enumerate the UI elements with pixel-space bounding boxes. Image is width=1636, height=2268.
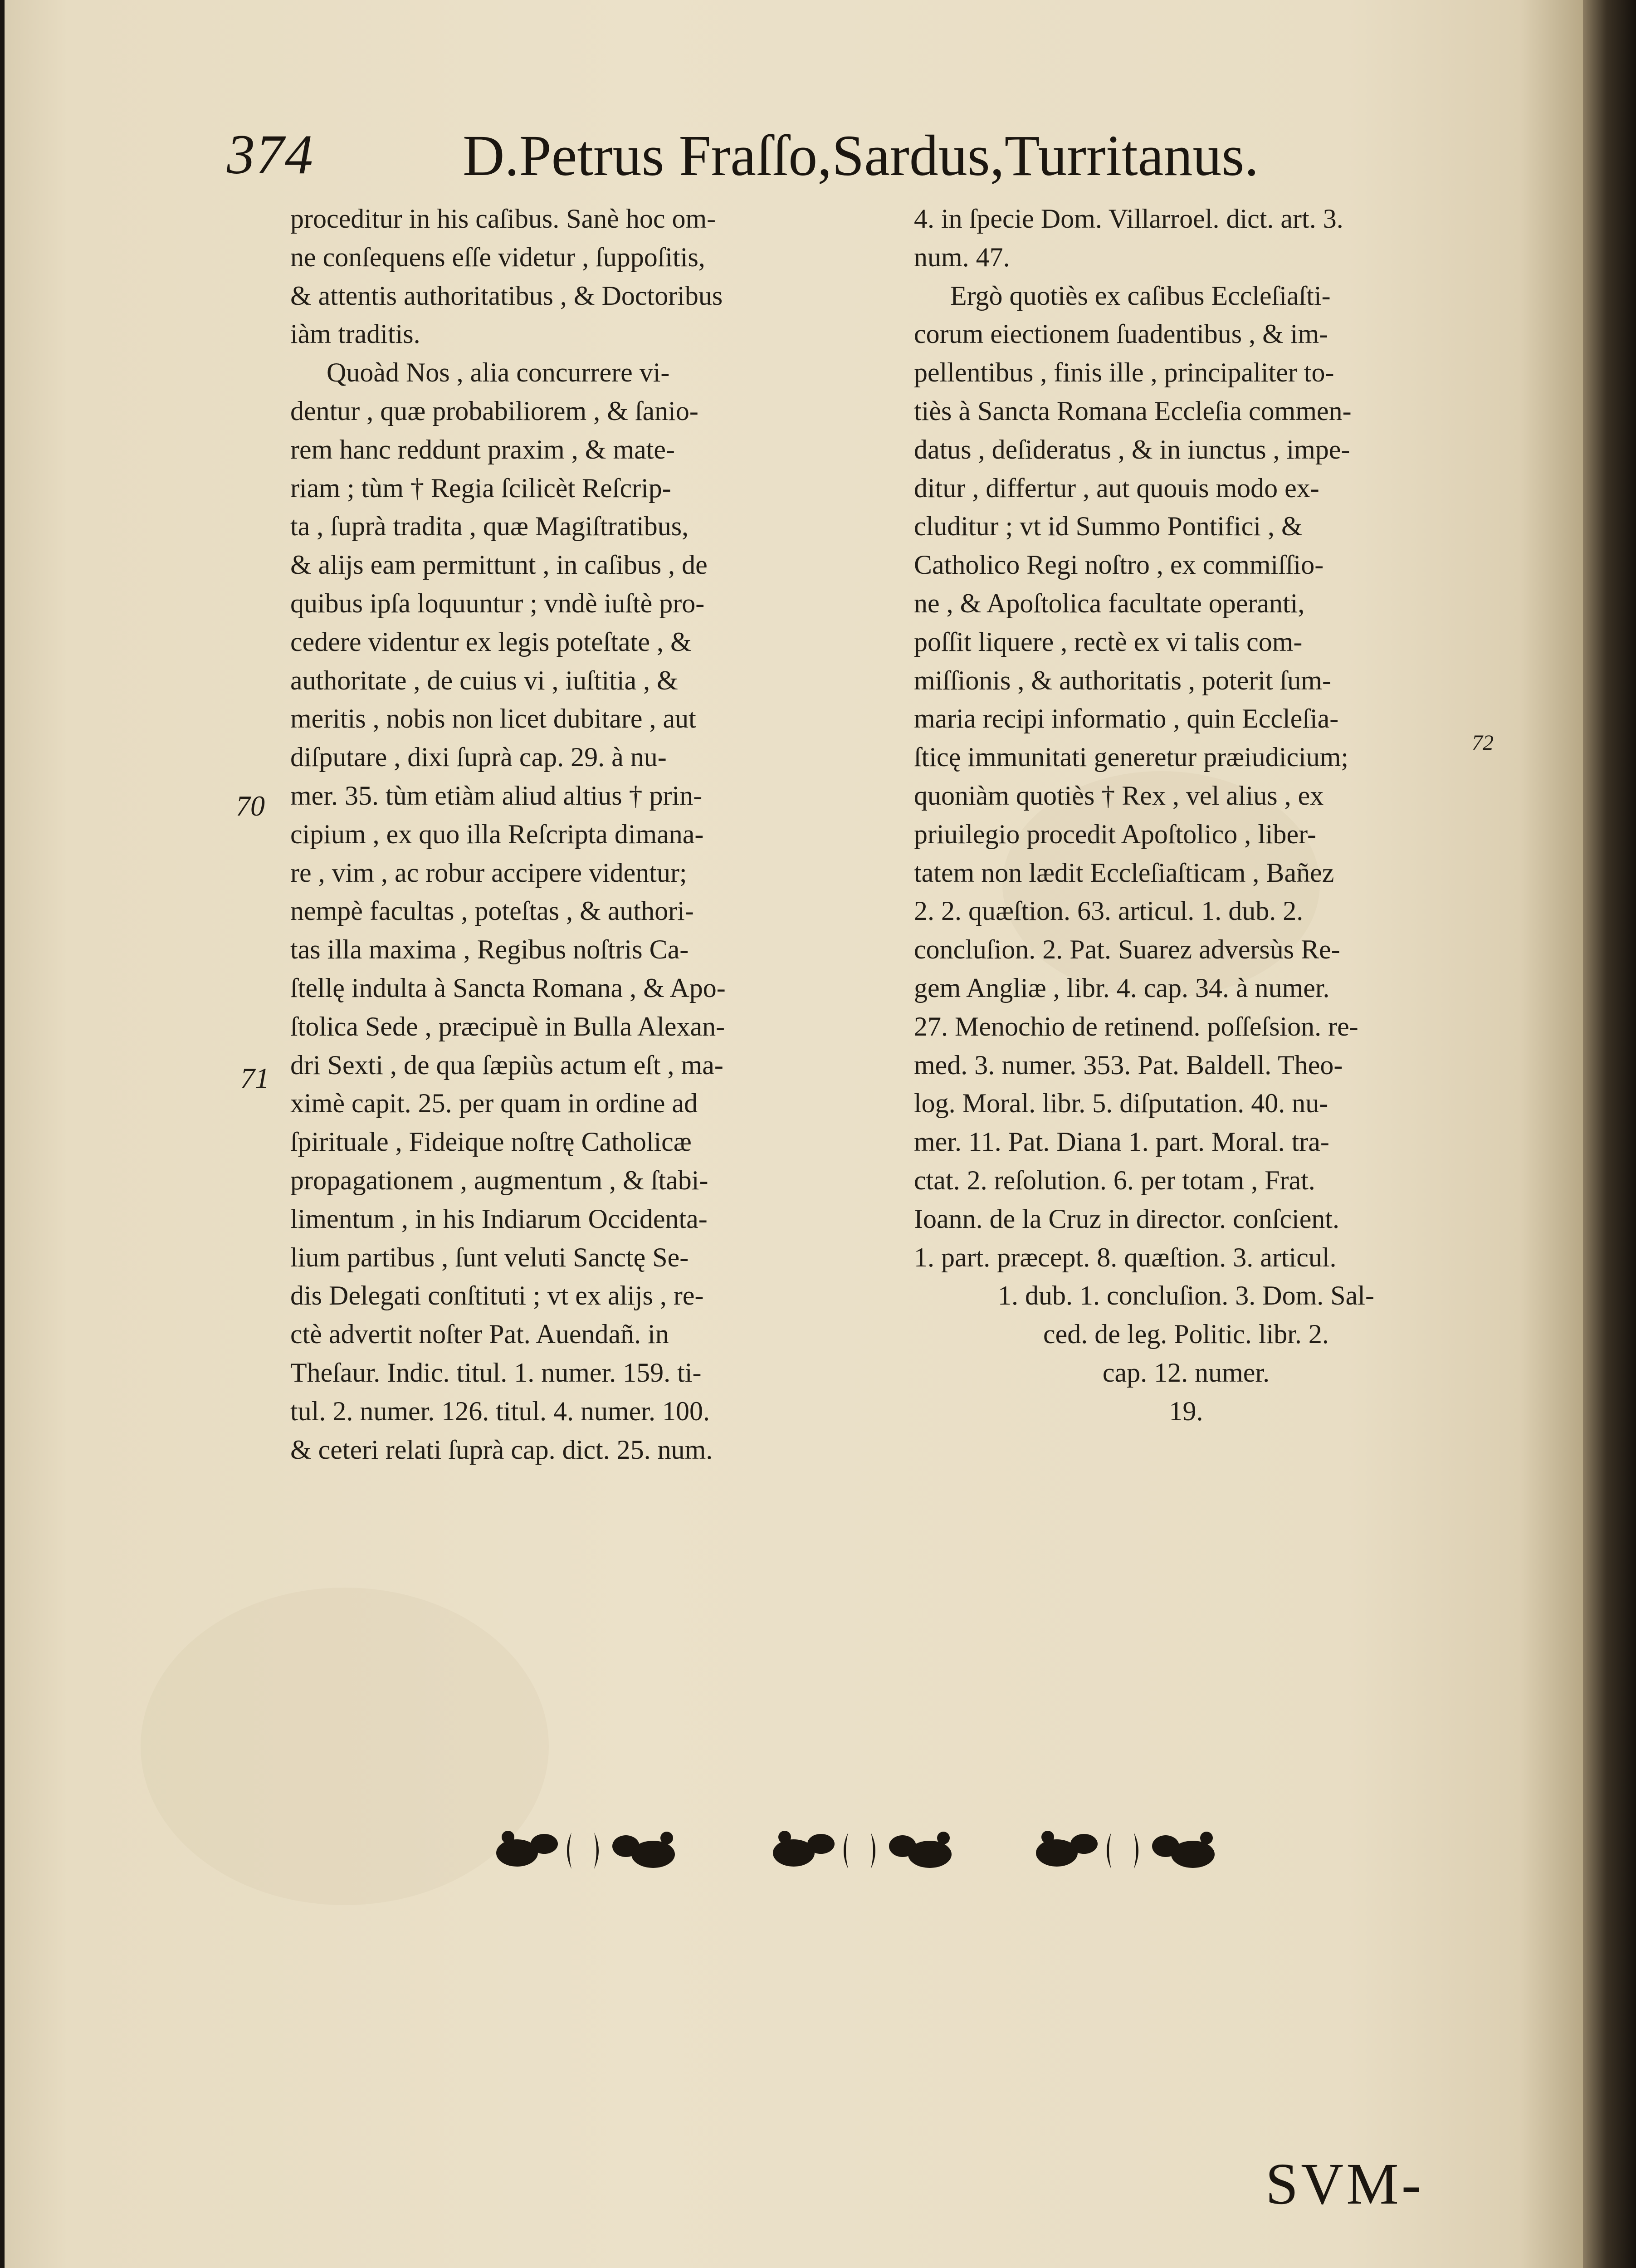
page-number: 374 [227, 123, 314, 186]
text-line: riam ; tùm † Regia ſcilicèt Reſcrip- [290, 473, 671, 503]
marginal-number: 70 [236, 790, 265, 822]
page-header [227, 122, 1270, 191]
text-line: poſſit liquere , rectè ex vi talis com- [914, 626, 1303, 657]
text-line: re , vim , ac robur accipere videntur; [290, 857, 687, 888]
text-line: Theſaur. Indic. titul. 1. numer. 159. ti- [290, 1357, 702, 1388]
text-line: Quoàd Nos , alia concurrere vi- [327, 357, 670, 388]
text-line: 2. 2. quæſtion. 63. articul. 1. dub. 2. [914, 896, 1304, 926]
text-line: ctè advertit noſter Pat. Auendañ. in [290, 1319, 669, 1349]
text-line: gem Angliæ , libr. 4. cap. 34. à numer. [914, 973, 1330, 1003]
text-line: 1. part. præcept. 8. quæſtion. 3. articul. [914, 1242, 1337, 1272]
text-line: med. 3. numer. 353. Pat. Baldell. Theo- [914, 1050, 1343, 1080]
text-line: propagationem , augmentum , & ſtabi- [290, 1165, 708, 1195]
text-line: Catholico Regi noſtro , ex commiſſio- [914, 550, 1324, 580]
text-line: rem hanc reddunt praxim , & mate- [290, 434, 675, 464]
text-line: ced. de leg. Politic. libr. 2. [1043, 1319, 1329, 1349]
fleuron-ornament-icon [1030, 1819, 1229, 1882]
text-line: & ceteri relati ſuprà cap. dict. 25. num. [290, 1434, 713, 1465]
text-line: Ergò quotiès ex caſibus Eccleſiaſti- [950, 280, 1331, 311]
paper-stain [141, 1588, 549, 1905]
running-title: D.Petrus Fraſſo,Sardus,Turritanus. [463, 123, 1259, 188]
text-line: lium partibus , ſunt veluti Sanctę Se- [290, 1242, 689, 1272]
text-line: corum eiectionem ſuadentibus , & im- [914, 319, 1328, 349]
text-line: log. Moral. libr. 5. diſputation. 40. nu- [914, 1088, 1328, 1119]
left-text-column [290, 200, 835, 1469]
text-line: cap. 12. numer. [1102, 1357, 1270, 1388]
text-line: ſpirituale , Fideique noſtrę Catholicæ [290, 1127, 692, 1157]
text-line: diſputare , dixi ſuprà cap. 29. à nu- [290, 742, 667, 772]
text-line: ſtellę indulta à Sancta Romana , & Apo- [290, 973, 726, 1003]
text-line: 4. in ſpecie Dom. Villarroel. dict. art. 3. [914, 204, 1343, 234]
text-line: cedere videntur ex legis poteſtate , & [290, 626, 692, 657]
adjacent-page-edge [1583, 0, 1636, 2268]
text-line: authoritate , de cuius vi , iuſtitia , & [290, 665, 678, 695]
text-line: dri Sexti , de qua ſæpiùs actum eſt , ma- [290, 1050, 723, 1080]
text-line: tatem non lædit Eccleſiaſticam , Bañez [914, 857, 1334, 888]
text-line: tiès à Sancta Romana Eccleſia commen- [914, 396, 1352, 426]
text-line: proceditur in his caſibus. Sanè hoc om- [290, 204, 716, 234]
text-line: tas illa maxima , Regibus noſtris Ca- [290, 934, 689, 965]
text-line: miſſionis , & authoritatis , poterit ſum- [914, 665, 1331, 695]
text-line: dentur , quæ probabiliorem , & ſanio- [290, 396, 698, 426]
text-line: ſticę immunitati generetur præiudicium; [914, 742, 1349, 772]
marginal-number: 71 [240, 1062, 269, 1094]
text-line: Ioann. de la Cruz in director. conſcient. [914, 1203, 1339, 1234]
text-line: ne , & Apoſtolica facultate operanti, [914, 588, 1305, 618]
text-line: ta , ſuprà tradita , quæ Magiſtratibus, [290, 511, 689, 542]
text-line: nempè facultas , poteſtas , & authori- [290, 896, 694, 926]
fleuron-ornament-icon [767, 1819, 966, 1882]
text-line: ditur , differtur , aut quouis modo ex- [914, 473, 1319, 503]
catchword: SVM- [1265, 2151, 1424, 2217]
text-line: pellentibus , finis ille , principaliter to- [914, 357, 1334, 388]
text-line: tul. 2. numer. 126. titul. 4. numer. 100. [290, 1396, 710, 1426]
marginal-number: 72 [1472, 731, 1494, 755]
text-line: quoniàm quotiès † Rex , vel alius , ex [914, 780, 1324, 811]
text-line: mer. 35. tùm etiàm aliud altius † prin- [290, 780, 703, 811]
text-line: & alijs eam permittunt , in caſibus , de [290, 550, 708, 580]
text-line: cluditur ; vt id Summo Pontifici , & [914, 511, 1303, 542]
text-line: ximè capit. 25. per quam in ordine ad [290, 1088, 698, 1119]
text-line: datus , deſideratus , & in iunctus , impe- [914, 434, 1350, 464]
text-line: limentum , in his Indiarum Occidenta- [290, 1203, 708, 1234]
text-line: ſtolica Sede , præcipuè in Bulla Alexan- [290, 1011, 725, 1041]
ornament-row [490, 1819, 1243, 1882]
text-line: mer. 11. Pat. Diana 1. part. Moral. tra- [914, 1127, 1329, 1157]
text-line: ne conſequens eſſe videtur , ſuppoſitis, [290, 242, 705, 272]
text-line: concluſion. 2. Pat. Suarez adversùs Re- [914, 934, 1340, 965]
text-line: 1. dub. 1. concluſion. 3. Dom. Sal- [998, 1281, 1374, 1311]
text-line: priuilegio procedit Apoſtolico , liber- [914, 819, 1316, 849]
text-line: quibus ipſa loquuntur ; vndè iuſtè pro- [290, 588, 705, 618]
text-line: meritis , nobis non licet dubitare , aut [290, 704, 696, 734]
text-line: iàm traditis. [290, 319, 420, 349]
text-line: 19. [1169, 1396, 1203, 1426]
text-line: dis Delegati conſtituti ; vt ex alijs , re- [290, 1281, 704, 1311]
text-line: & attentis authoritatibus , & Doctoribus [290, 280, 723, 311]
text-line: 27. Menochio de retinend. poſſeſsion. re- [914, 1011, 1358, 1041]
text-line: maria recipi informatio , quin Eccleſia- [914, 704, 1339, 734]
right-text-column [914, 200, 1458, 1431]
fleuron-ornament-icon [490, 1819, 689, 1882]
text-line: ctat. 2. reſolution. 6. per totam , Frat. [914, 1165, 1315, 1195]
text-line: cipium , ex quo illa Reſcripta dimana- [290, 819, 704, 849]
text-line: num. 47. [914, 242, 1010, 272]
